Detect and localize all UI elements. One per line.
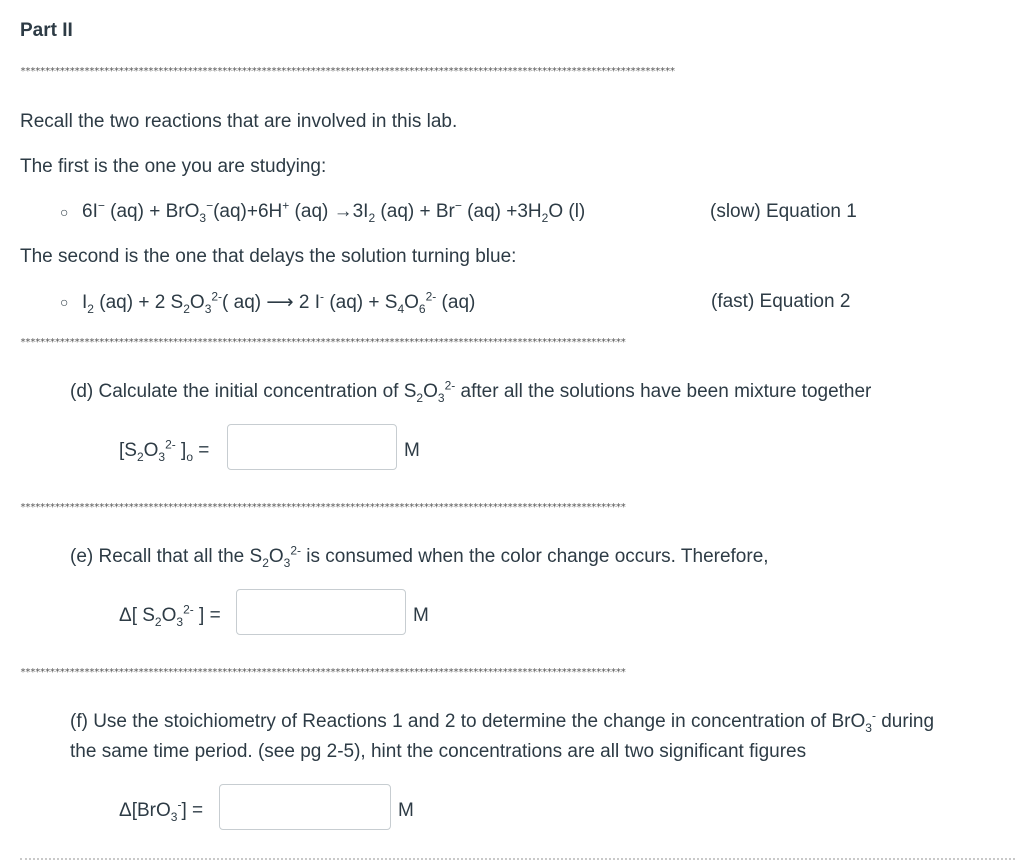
bullet-icon: ○	[60, 204, 69, 220]
second-reaction-label: The second is the one that delays the solution turning blue:	[20, 246, 517, 267]
equation-1: 6I− (aq) + BrO$_3$−(aq)+6H+ $(aq) \to 3I_2$ (aq) + Br− $(aq) +3H_2O$ (l)	[82, 198, 586, 225]
answer-f-unit: M	[398, 800, 414, 821]
separator: ***************************************************************************************************************************	[20, 502, 626, 513]
answer-f-input[interactable]	[219, 784, 391, 830]
separator: ***************************************************************************************************************************	[20, 337, 626, 348]
question-f-line2: the same time period. (see pg 2-5), hint the concentrations are all two significant figures	[70, 741, 807, 762]
separator: ***************************************************************************************************************************	[20, 667, 626, 678]
answer-d-input[interactable]	[227, 424, 397, 470]
answer-e-input[interactable]	[236, 589, 406, 635]
question-f: (f) Use the stoichiometry of Reactions 1 and 2 to determine the change in concentration of BrO$_3$- during	[70, 708, 935, 735]
divider	[20, 858, 1015, 860]
equation-2: $I_2$ (aq) + 2 $S_2O_3^{2-}$( aq) ⟶ 2 I- $(aq) + S_4O_6^{2-}$ (aq)	[82, 289, 476, 316]
answer-d-label: [$S_2O_3^{2-}$ ]$_o$ =	[119, 437, 210, 464]
equation-2-note: (fast) Equation 2	[711, 291, 851, 312]
answer-d-unit: M	[404, 440, 420, 461]
answer-f-label: Δ[BrO$_3$-] =	[119, 797, 204, 824]
answer-e-label: Δ[ $S_2O_3^{2-}$ ] =	[119, 602, 221, 629]
first-reaction-label: The first is the one you are studying:	[20, 156, 327, 177]
question-e: (e) Recall that all the $S_2O_3^{2-}$ is consumed when the color change occurs. Therefore,	[70, 543, 769, 570]
answer-e-unit: M	[413, 605, 429, 626]
separator: *************************************************************************************************************************************	[20, 66, 675, 77]
bullet-icon: ○	[60, 294, 69, 310]
page-title: Part II	[20, 20, 73, 41]
intro-text: Recall the two reactions that are involved in this lab.	[20, 111, 458, 132]
equation-1-note: (slow) Equation 1	[710, 201, 857, 222]
question-d: (d) Calculate the initial concentration of $S_2O_3^{2-}$ after all the solutions have been mixture together	[70, 378, 872, 405]
